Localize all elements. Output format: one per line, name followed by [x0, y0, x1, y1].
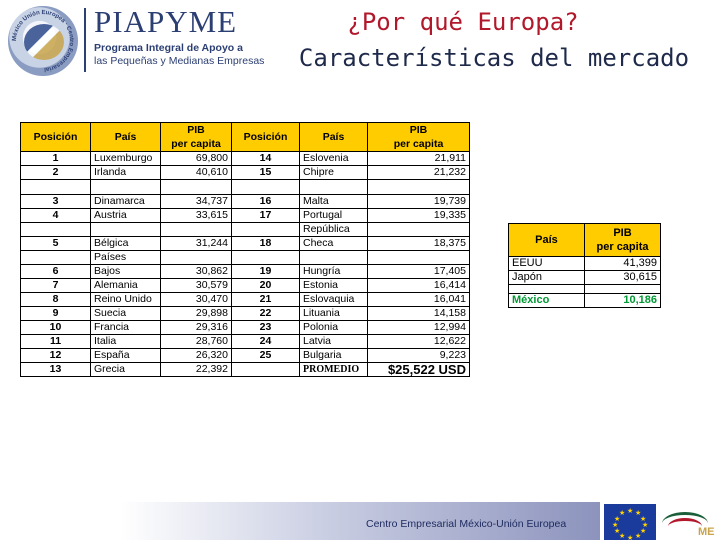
table-row	[21, 335, 470, 349]
pib-cell: 26,320	[161, 349, 232, 363]
pib-cell: 12,622	[368, 335, 470, 349]
country-cell	[300, 251, 368, 265]
svg-text:México Unión Europea · Centro: México Unión Europea · Centro Empresarial	[11, 9, 75, 72]
country-cell: Eslovaquia	[300, 293, 368, 307]
slide-subtitle: Características del mercado	[298, 44, 690, 72]
table-row	[21, 265, 470, 279]
header-country: País	[91, 123, 161, 152]
country-cell: Austria	[91, 209, 161, 223]
country-cell: Italia	[91, 335, 161, 349]
country-cell: República	[300, 223, 368, 237]
eu-flag-icon: ★ ★ ★ ★ ★ ★ ★ ★ ★ ★ ★ ★	[604, 504, 656, 540]
pib-cell: 16,414	[368, 279, 470, 293]
eu-gdp-table	[20, 122, 470, 377]
country-cell: Países	[91, 251, 161, 265]
country-cell: Bajos	[91, 265, 161, 279]
position-cell: 17	[232, 209, 300, 223]
country-cell: Malta	[300, 195, 368, 209]
country-cell: Eslovenia	[300, 152, 368, 166]
position-cell: 15	[232, 166, 300, 180]
emblem-ring-text	[8, 6, 78, 76]
table-row	[21, 321, 470, 335]
country-cell: Estonia	[300, 279, 368, 293]
position-cell: 3	[21, 195, 91, 209]
pib-cell: 30,579	[161, 279, 232, 293]
position-cell	[21, 251, 91, 265]
country-cell: Polonia	[300, 321, 368, 335]
position-cell: 12	[21, 349, 91, 363]
table-row	[21, 237, 470, 251]
position-cell: 13	[21, 363, 91, 377]
position-cell: 18	[232, 237, 300, 251]
position-cell: 24	[232, 335, 300, 349]
position-cell: 8	[21, 293, 91, 307]
country-cell: Chipre	[300, 166, 368, 180]
table-row-spacer	[21, 180, 470, 195]
pib-cell: 29,316	[161, 321, 232, 335]
table-row	[21, 223, 470, 237]
header-country-2: País	[300, 123, 368, 152]
country-cell: Latvia	[300, 335, 368, 349]
comparison-table	[508, 223, 661, 308]
table-row	[21, 363, 470, 377]
se-logo-text: ME	[698, 526, 715, 538]
pib-cell: 69,800	[161, 152, 232, 166]
logo-subtitle-2: las Pequeñas y Medianas Empresas	[94, 55, 265, 67]
promedio-label: PROMEDIO	[300, 363, 368, 377]
pib-cell: 10,186	[585, 294, 661, 308]
pib-cell: 18,375	[368, 237, 470, 251]
table-row	[509, 257, 661, 271]
position-cell: 25	[232, 349, 300, 363]
table-row	[21, 279, 470, 293]
position-cell: 10	[21, 321, 91, 335]
se-logo	[658, 504, 720, 540]
country-cell	[91, 223, 161, 237]
table-row	[21, 349, 470, 363]
position-cell	[232, 363, 300, 377]
pib-cell: 31,244	[161, 237, 232, 251]
country-cell: Suecia	[91, 307, 161, 321]
table-row	[21, 293, 470, 307]
comparison-header-pib: PIB per capita	[585, 224, 661, 257]
country-cell: Reino Unido	[91, 293, 161, 307]
country-cell: Japón	[509, 271, 585, 285]
table-row	[21, 195, 470, 209]
position-cell: 22	[232, 307, 300, 321]
promedio-value: $25,522 USD	[368, 363, 470, 377]
pib-cell: 21,911	[368, 152, 470, 166]
country-cell: Irlanda	[91, 166, 161, 180]
table-row	[21, 251, 470, 265]
pib-cell: 34,737	[161, 195, 232, 209]
country-cell: Francia	[91, 321, 161, 335]
pib-cell	[161, 251, 232, 265]
header-position: Posición	[21, 123, 91, 152]
header-pib-2: PIB per capita	[368, 123, 470, 152]
pib-cell: 30,470	[161, 293, 232, 307]
table-row	[21, 166, 470, 180]
country-cell: Portugal	[300, 209, 368, 223]
header-position-2: Posición	[232, 123, 300, 152]
country-cell: EEUU	[509, 257, 585, 271]
table-row	[21, 152, 470, 166]
logo-divider	[84, 8, 86, 72]
comparison-header-country: País	[509, 224, 585, 257]
pib-cell	[368, 223, 470, 237]
piapyme-logo	[6, 2, 265, 80]
pib-cell: 21,232	[368, 166, 470, 180]
country-cell: Dinamarca	[91, 195, 161, 209]
pib-cell: 12,994	[368, 321, 470, 335]
position-cell: 2	[21, 166, 91, 180]
country-cell: Checa	[300, 237, 368, 251]
pib-cell: 29,898	[161, 307, 232, 321]
pib-cell: 17,405	[368, 265, 470, 279]
pib-cell: 30,615	[585, 271, 661, 285]
pib-cell: 19,739	[368, 195, 470, 209]
footer-text: Centro Empresarial México-Unión Europea	[366, 518, 567, 530]
pib-cell	[368, 251, 470, 265]
table-row	[21, 307, 470, 321]
country-cell: Luxemburgo	[91, 152, 161, 166]
pib-cell: 33,615	[161, 209, 232, 223]
position-cell: 1	[21, 152, 91, 166]
position-cell: 5	[21, 237, 91, 251]
country-cell: España	[91, 349, 161, 363]
logo-subtitle-1: Programa Integral de Apoyo a	[94, 42, 243, 54]
position-cell: 20	[232, 279, 300, 293]
country-cell: México	[509, 294, 585, 308]
country-cell: Hungría	[300, 265, 368, 279]
logo-title: PIAPYME	[94, 4, 238, 39]
country-cell: Bélgica	[91, 237, 161, 251]
position-cell: 14	[232, 152, 300, 166]
pib-cell: 22,392	[161, 363, 232, 377]
table-row	[21, 209, 470, 223]
table-header-row	[21, 123, 470, 152]
position-cell: 9	[21, 307, 91, 321]
position-cell: 19	[232, 265, 300, 279]
pib-cell: 40,610	[161, 166, 232, 180]
table-row-spacer	[509, 285, 661, 294]
comparison-header-row	[509, 224, 661, 257]
pib-cell: 14,158	[368, 307, 470, 321]
pib-cell: 9,223	[368, 349, 470, 363]
position-cell: 7	[21, 279, 91, 293]
country-cell: Lituania	[300, 307, 368, 321]
pib-cell	[161, 223, 232, 237]
slide-title: ¿Por qué Europa?	[347, 8, 579, 36]
position-cell	[21, 223, 91, 237]
pib-cell: 41,399	[585, 257, 661, 271]
table-row-mexico	[509, 294, 661, 308]
position-cell: 6	[21, 265, 91, 279]
country-cell: Grecia	[91, 363, 161, 377]
pib-cell: 19,335	[368, 209, 470, 223]
country-cell: Alemania	[91, 279, 161, 293]
position-cell: 4	[21, 209, 91, 223]
position-cell: 16	[232, 195, 300, 209]
position-cell	[232, 223, 300, 237]
position-cell: 21	[232, 293, 300, 307]
position-cell: 23	[232, 321, 300, 335]
table-row	[509, 271, 661, 285]
header-pib: PIB per capita	[161, 123, 232, 152]
pib-cell: 16,041	[368, 293, 470, 307]
pib-cell: 30,862	[161, 265, 232, 279]
country-cell: Bulgaria	[300, 349, 368, 363]
pib-cell: 28,760	[161, 335, 232, 349]
position-cell: 11	[21, 335, 91, 349]
position-cell	[232, 251, 300, 265]
mexico-ue-emblem	[8, 6, 78, 76]
